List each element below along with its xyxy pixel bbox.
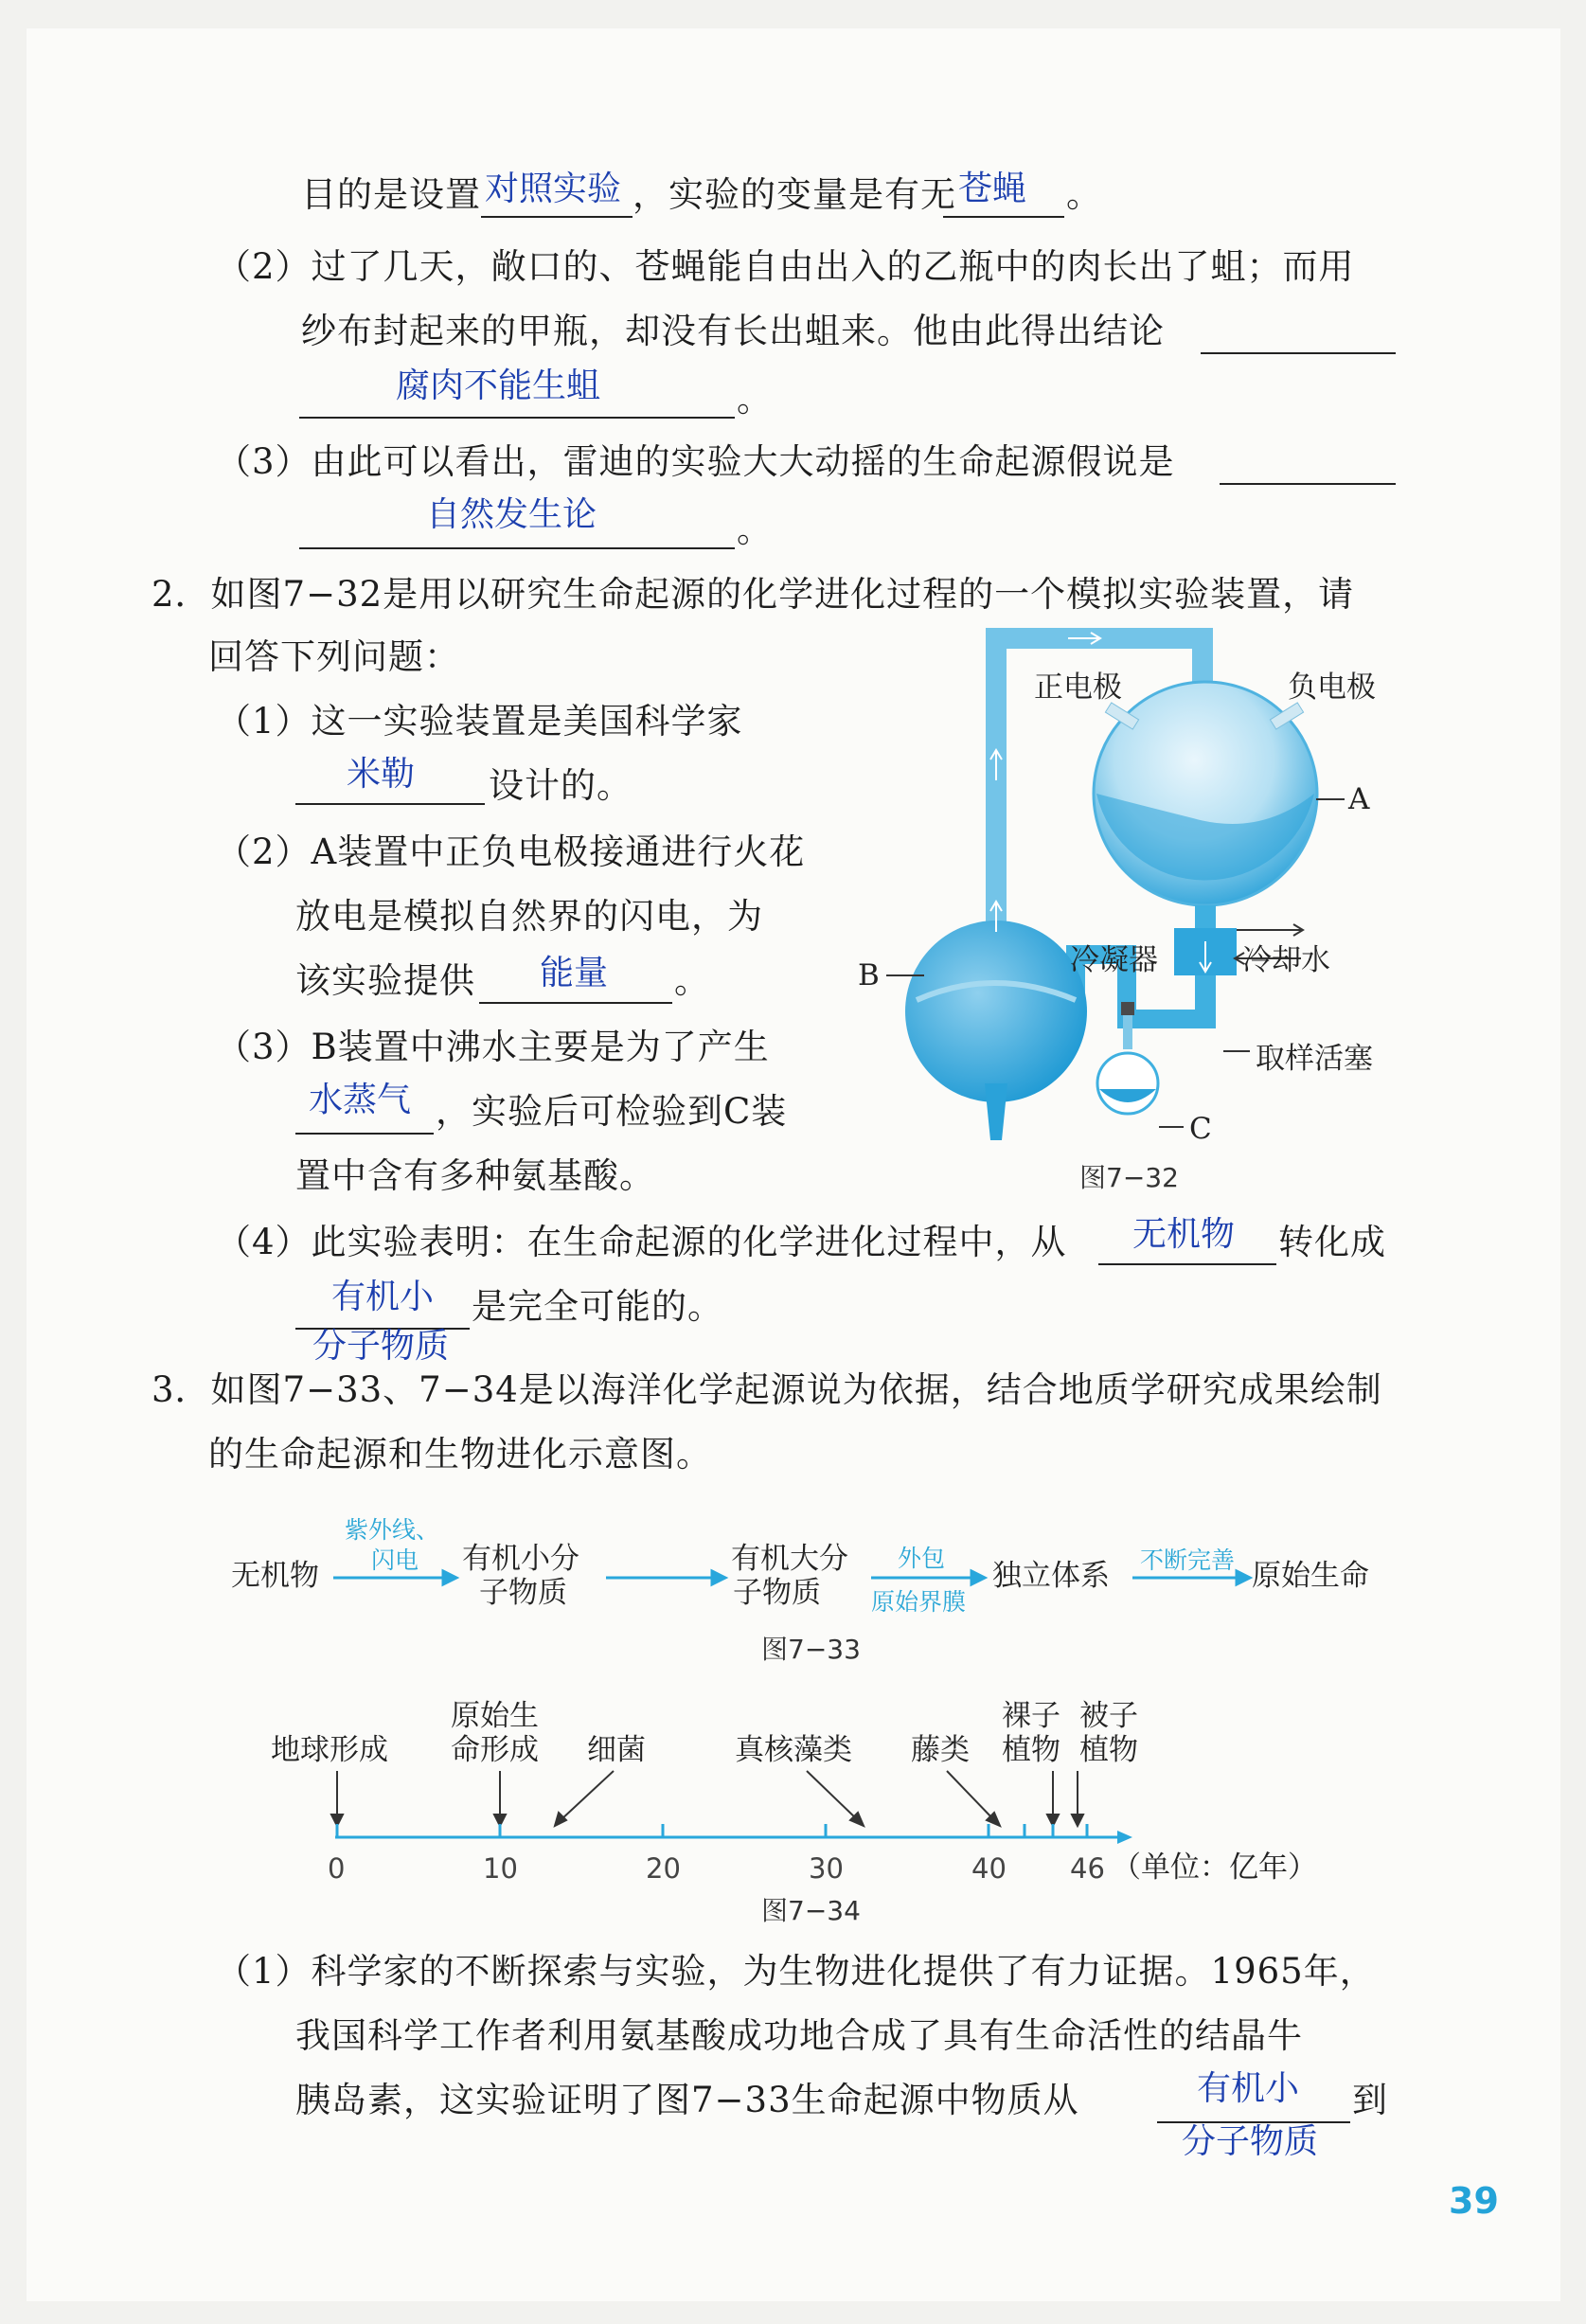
text-line: ，实验的变量是有无 — [633, 174, 956, 215]
text-line: 设计的。 — [489, 765, 633, 806]
timeline-event: 原始生 — [451, 1699, 539, 1733]
answer-text: 分子物质 — [1182, 2122, 1319, 2161]
figure-caption: 图7−33 — [761, 1634, 861, 1665]
text-line: （3）由此可以看出，雷迪的实验大大动摇的生命起源假说是 — [216, 441, 1175, 482]
text-line: 我国科学工作者利用氨基酸成功地合成了具有生命活性的结晶牛 — [295, 2015, 1303, 2056]
text-line: 回答下列问题： — [208, 636, 460, 677]
text-line: （4）此实验表明：在生命起源的化学进化过程中，从 — [216, 1222, 1067, 1262]
text-line: 置中含有多种氨基酸。 — [295, 1155, 655, 1196]
text-line: 。 — [674, 960, 710, 1001]
answer-text: 对照实验 — [485, 170, 622, 208]
text-line: （1）这一实验装置是美国科学家 — [216, 701, 743, 742]
timeline-event: 裸子 — [1002, 1699, 1060, 1733]
tick-label: 20 — [646, 1852, 681, 1885]
answer-text: 有机小 — [1197, 2069, 1300, 2108]
tick-label: 40 — [971, 1852, 1007, 1885]
question-2: 2．如图7−32是用以研究生命起源的化学进化过程的一个模拟实验装置，请 — [151, 574, 1355, 615]
answer-blank — [479, 1002, 672, 1004]
flow-condition: 紫外线、 — [345, 1516, 440, 1544]
timeline-event: 植物 — [1002, 1733, 1060, 1767]
label-flask-C: C — [1189, 1112, 1212, 1146]
tick-label: 30 — [809, 1852, 844, 1885]
tick-label: 10 — [483, 1852, 518, 1885]
flow-node: 独立体系 — [992, 1559, 1110, 1593]
answer-blank — [295, 803, 485, 805]
flow-condition: 原始界膜 — [871, 1588, 967, 1616]
answer-blank — [1201, 352, 1396, 354]
timeline-axis — [0, 1761, 1586, 1875]
timeline-event: 细菌 — [587, 1733, 646, 1767]
label-stopcock: 取样活塞 — [1256, 1042, 1373, 1076]
timeline-event: 藤类 — [911, 1733, 970, 1767]
timeline-event: 被子 — [1079, 1699, 1138, 1733]
answer-text: 有机小 — [331, 1278, 435, 1316]
answer-text: 水蒸气 — [309, 1081, 412, 1119]
text-line: 纱布封起来的甲瓶，却没有长出蛆来。他由此得出结论 — [301, 311, 1165, 351]
flow-node: 有机小分 — [462, 1542, 579, 1576]
flow-node: 原始生命 — [1252, 1559, 1369, 1593]
answer-blank — [299, 417, 735, 419]
text-line: 。 — [737, 509, 773, 550]
label-positive-electrode: 正电极 — [1034, 670, 1122, 705]
flow-condition: 外包 — [898, 1545, 946, 1572]
answer-blank — [295, 1133, 434, 1135]
answer-blank — [1098, 1263, 1276, 1265]
question-3: 3．如图7−33、7−34是以海洋化学起源说为依据，结合地质学研究成果绘制 — [151, 1369, 1382, 1410]
label-condenser: 冷凝器 — [1070, 943, 1158, 977]
text-line: （2）过了几天，敞口的、苍蝇能自由出入的乙瓶中的肉长出了蛆；而用 — [216, 246, 1355, 287]
flow-condition: 闪电 — [371, 1546, 419, 1574]
timeline-event: 真核藻类 — [735, 1733, 852, 1767]
flow-node: 有机大分 — [731, 1542, 848, 1576]
text-line: 到 — [1352, 2080, 1388, 2120]
timeline-event: 地球形成 — [271, 1733, 388, 1767]
answer-text: 自然发生论 — [426, 495, 597, 534]
flow-node: 子物质 — [733, 1576, 821, 1610]
text-line: 。 — [1066, 174, 1102, 215]
answer-text: 腐肉不能生蛆 — [396, 366, 601, 405]
answer-blank — [943, 216, 1064, 218]
answer-text: 无机物 — [1132, 1215, 1236, 1254]
text-line: 目的是设置 — [301, 174, 481, 215]
figure-caption: 图7−32 — [1079, 1162, 1179, 1193]
text-line: 。 — [737, 379, 773, 420]
timeline-event: 植物 — [1079, 1733, 1138, 1767]
text-line: 放电是模拟自然界的闪电，为 — [295, 896, 763, 937]
label-flask-B: B — [858, 958, 880, 992]
text-line: （2）A装置中正负电极接通进行火花 — [216, 831, 806, 872]
tick-label: 0 — [328, 1852, 346, 1885]
text-line: 胰岛素，这实验证明了图7−33生命起源中物质从 — [295, 2080, 1079, 2120]
answer-blank — [481, 216, 633, 218]
timeline-event: 命形成 — [451, 1733, 539, 1767]
answer-text: 米勒 — [347, 755, 416, 794]
text-line: ，实验后可检验到C装 — [436, 1091, 788, 1132]
page-number: 39 — [1449, 2180, 1499, 2222]
text-line: （3）B装置中沸水主要是为了产生 — [216, 1027, 770, 1067]
figure-caption: 图7−34 — [761, 1895, 861, 1926]
tick-label: 46 — [1070, 1852, 1105, 1885]
answer-text: 苍蝇 — [958, 170, 1027, 208]
answer-blank — [1220, 483, 1396, 485]
label-flask-A: A — [1348, 782, 1370, 816]
label-cooling-water: 冷却水 — [1242, 943, 1330, 977]
answer-text: 分子物质 — [312, 1327, 450, 1366]
text-line: 转化成 — [1278, 1222, 1386, 1262]
flow-arrows — [0, 1559, 1586, 1597]
axis-unit: （单位：亿年） — [1112, 1850, 1317, 1885]
text-line: （1）科学家的不断探索与实验，为生物进化提供了有力证据。1965年， — [216, 1951, 1376, 1992]
text-line: 的生命起源和生物进化示意图。 — [208, 1434, 712, 1475]
text-line: 该实验提供 — [295, 960, 475, 1001]
text-line: 是完全可能的。 — [472, 1286, 723, 1327]
flow-condition: 不断完善 — [1140, 1546, 1236, 1574]
flow-node: 子物质 — [479, 1576, 567, 1610]
answer-blank — [299, 547, 735, 549]
flow-node: 无机物 — [231, 1559, 319, 1593]
answer-text: 能量 — [540, 954, 609, 992]
label-negative-electrode: 负电极 — [1288, 670, 1376, 705]
